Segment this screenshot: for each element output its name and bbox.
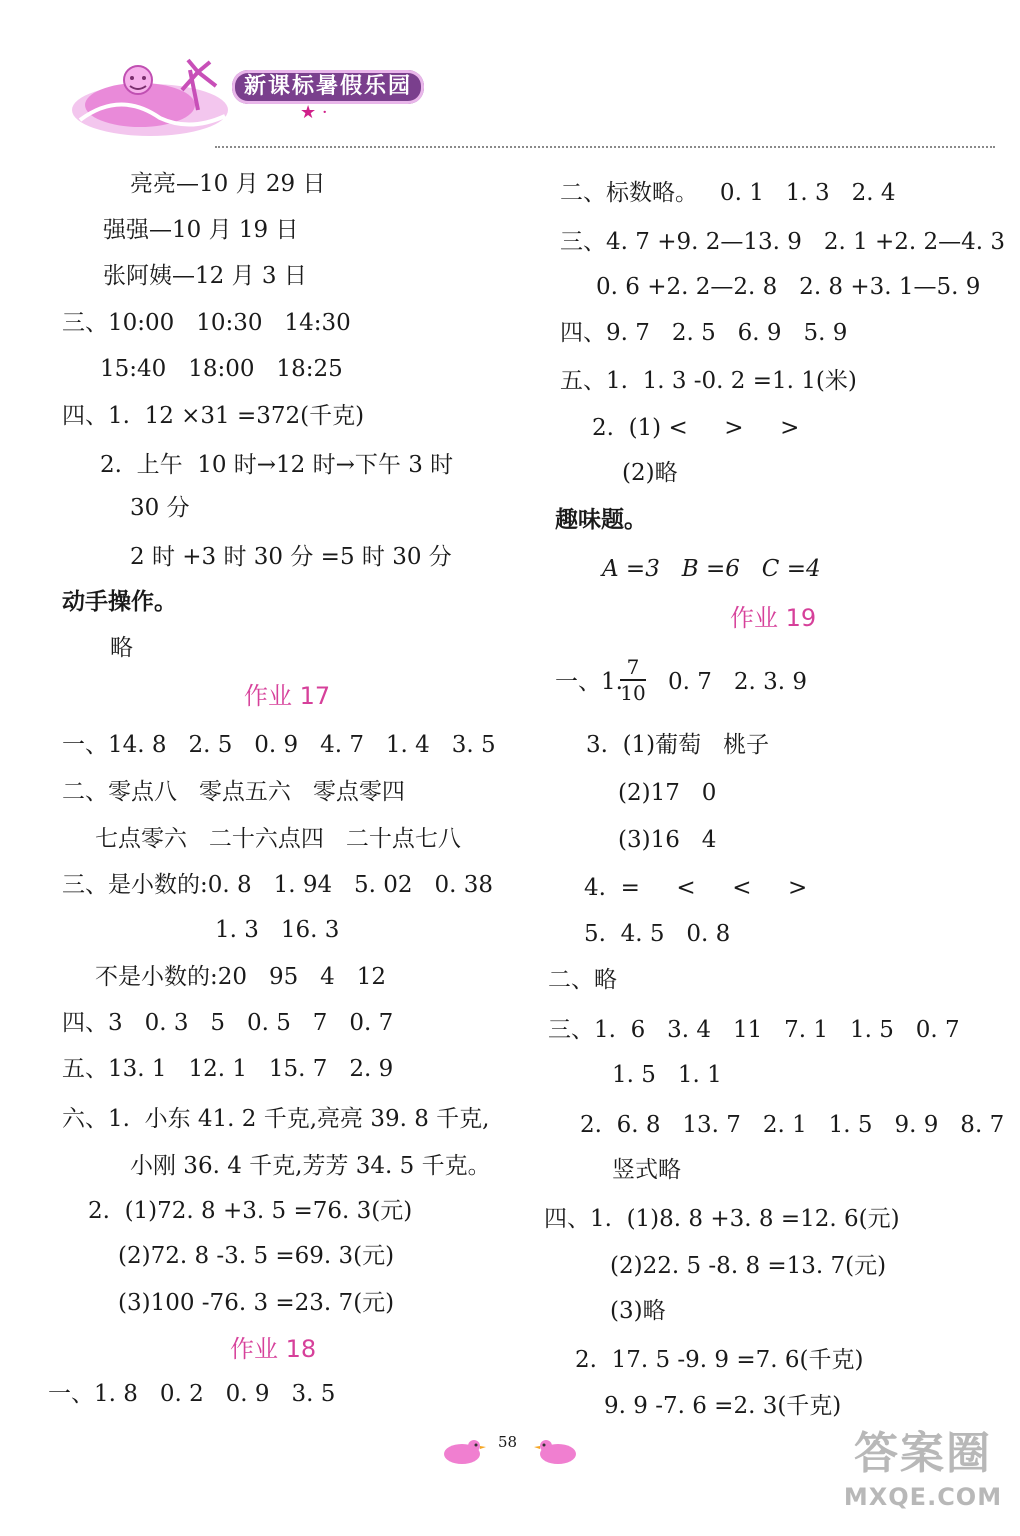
answer-line: 0. 6 +2. 2—2. 8 2. 8 +3. 1—5. 9 <box>596 274 981 300</box>
section-title-18: 作业 18 <box>230 1335 317 1363</box>
answer-line: 2. 上午 10 时→12 时→下午 3 时 <box>100 452 454 478</box>
answer-line: (2)22. 5 -8. 8 =13. 7(元) <box>610 1253 887 1279</box>
answer-line: 二、标数略。 0. 1 1. 3 2. 4 <box>560 180 896 206</box>
answer-line: 四、9. 7 2. 5 6. 9 5. 9 <box>560 320 848 346</box>
header-illustration <box>70 50 230 140</box>
answer-line: 亮亮—10 月 29 日 <box>130 171 326 197</box>
header-divider <box>215 146 995 148</box>
answer-line: 15:40 18:00 18:25 <box>100 356 343 382</box>
watermark <box>838 1426 1008 1526</box>
answer-line: 四、1. 12 ×31 =372(千克) <box>62 403 365 429</box>
answer-line: 七点零六 二十六点四 二十点七八 <box>95 826 461 852</box>
answer-line: 4. = < < > <box>584 875 808 901</box>
section-title-17: 作业 17 <box>244 682 331 710</box>
answer-line: 2. 17. 5 -9. 9 =7. 6(千克) <box>575 1347 864 1373</box>
answer-line: 三、4. 7 +9. 2—13. 9 2. 1 +2. 2—4. 3 <box>560 229 1006 255</box>
watermark-logo-text: 答案圈 <box>854 1428 992 1479</box>
fraction-denominator: 10 <box>620 681 646 705</box>
answer-line: 三、是小数的:0. 8 1. 94 5. 02 0. 38 <box>62 872 494 898</box>
answer-line: 五、1. 1. 3 -0. 2 =1. 1(米) <box>560 368 857 394</box>
answer-line: 竖式略 <box>612 1157 681 1183</box>
answer-line: 三、10:00 10:30 14:30 <box>62 310 351 336</box>
section-title-19: 作业 19 <box>730 604 817 632</box>
answer-line: 2. 6. 8 13. 7 2. 1 1. 5 9. 9 8. 7 <box>580 1112 1005 1138</box>
answer-line: 四、3 0. 3 5 0. 5 7 0. 7 <box>62 1010 394 1036</box>
answer-heading: 趣味题。 <box>555 507 647 533</box>
answer-line: A =3 B =6 C =4 <box>602 556 821 582</box>
answer-line: 六、1. 小东 41. 2 千克,亮亮 39. 8 千克, <box>62 1106 490 1132</box>
watermark-url: MXQE.COM <box>843 1483 1003 1511</box>
answer-line: 二、略 <box>548 967 617 993</box>
fraction <box>620 656 646 704</box>
answer-line: 强强—10 月 19 日 <box>103 217 299 243</box>
header-stars: ★ · <box>300 102 328 123</box>
answer-line: 2 时 +3 时 30 分 =5 时 30 分 <box>130 544 452 570</box>
answer-heading: 动手操作。 <box>62 589 177 615</box>
answer-line: 张阿姨—12 月 3 日 <box>103 263 307 289</box>
fraction-numerator: 7 <box>626 655 640 679</box>
answer-line: 略 <box>110 635 133 661</box>
answer-line: 四、1. (1)8. 8 +3. 8 =12. 6(元) <box>544 1206 900 1232</box>
answer-line: 1. 3 16. 3 <box>215 917 340 943</box>
answer-line: 一、14. 8 2. 5 0. 9 4. 7 1. 4 3. 5 <box>62 732 496 758</box>
answer-line: 小刚 36. 4 千克,芳芳 34. 5 千克。 <box>130 1153 491 1179</box>
answer-line: (3)16 4 <box>618 827 717 853</box>
answer-line: (2)72. 8 -3. 5 =69. 3(元) <box>118 1243 395 1269</box>
answer-line: 1. 5 1. 1 <box>612 1062 722 1088</box>
answer-line: 五、13. 1 12. 1 15. 7 2. 9 <box>62 1056 394 1082</box>
answer-line: 2. (1) < > > <box>592 415 800 441</box>
answer-line: 二、零点八 零点五六 零点零四 <box>62 779 405 805</box>
answer-line: 2. (1)72. 8 +3. 5 =76. 3(元) <box>88 1198 413 1224</box>
answer-line: 不是小数的:20 95 4 12 <box>95 964 386 990</box>
answer-line: 一、1. <box>555 669 623 695</box>
answer-line: 3. (1)葡萄 桃子 <box>586 732 770 758</box>
answer-line: 9. 9 -7. 6 =2. 3(千克) <box>604 1393 842 1419</box>
answer-line: 30 分 <box>130 495 190 521</box>
answer-line: 一、1. 8 0. 2 0. 9 3. 5 <box>48 1381 336 1407</box>
header-title: 新课标暑假乐园 <box>232 70 424 104</box>
answer-line: (2)17 0 <box>618 780 717 806</box>
answer-line: (3)略 <box>610 1298 666 1324</box>
answer-line: 三、1. 6 3. 4 11 7. 1 1. 5 0. 7 <box>548 1017 960 1043</box>
answer-line: 5. 4. 5 0. 8 <box>584 921 731 947</box>
answer-line: (3)100 -76. 3 =23. 7(元) <box>118 1290 395 1316</box>
page-number: 58 <box>498 1433 518 1451</box>
answer-line: 0. 7 2. 3. 9 <box>668 669 807 695</box>
answer-line: (2)略 <box>622 460 678 486</box>
